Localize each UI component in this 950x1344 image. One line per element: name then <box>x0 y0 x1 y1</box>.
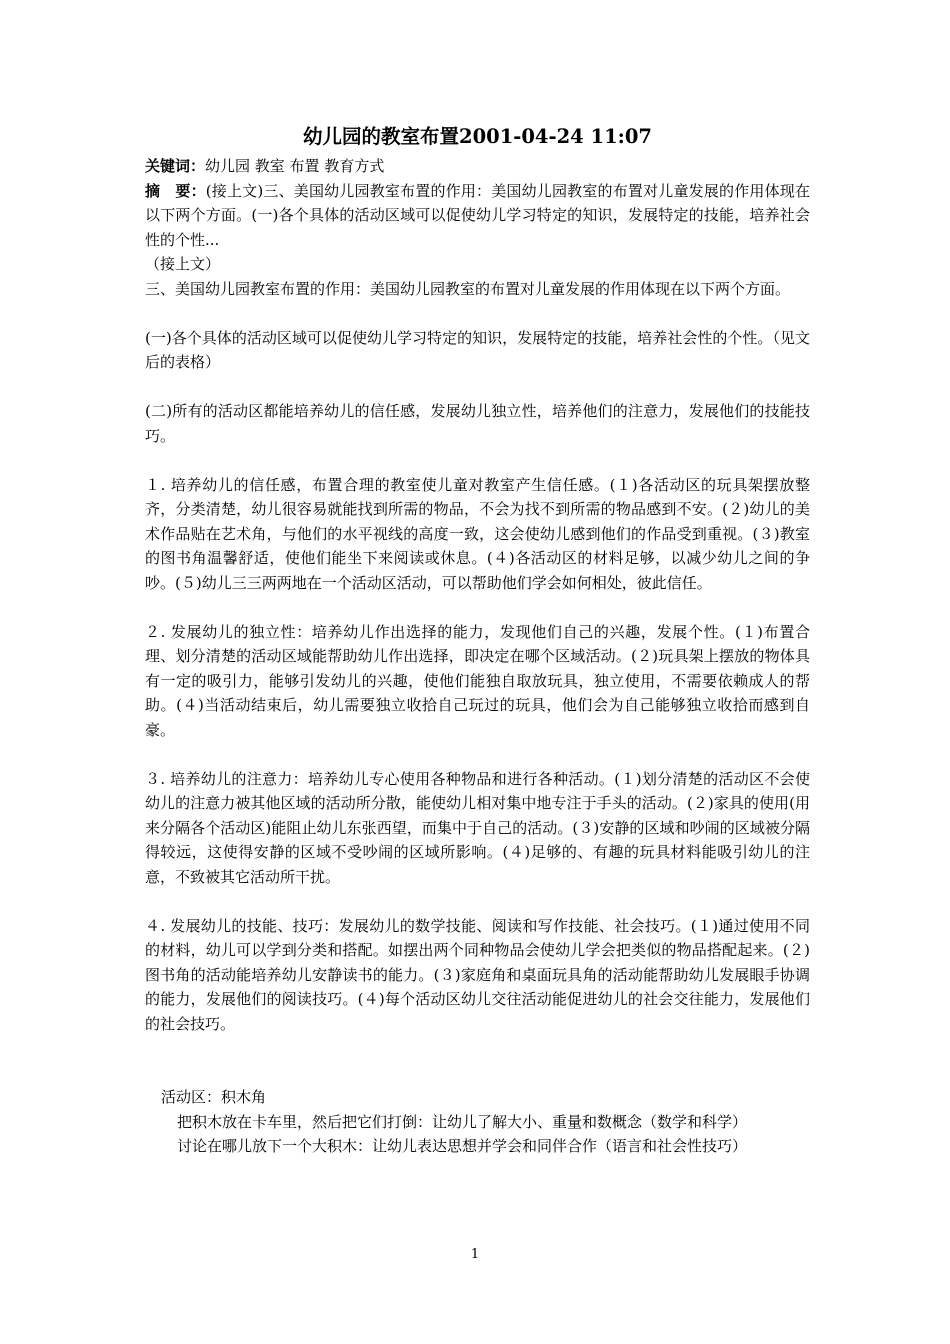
document-title: 幼儿园的教室布置2001-04-24 11:07 <box>303 125 652 148</box>
keywords-label: 关键词： <box>145 157 206 175</box>
paragraph-gap <box>145 1061 810 1086</box>
paragraph-section-three: 三、美国幼儿园教室布置的作用：美国幼儿园教室的布置对儿童发展的作用体现在以下两个方面。 <box>145 279 791 298</box>
paragraph-gap <box>145 301 810 326</box>
abstract-label: 摘 要： <box>145 181 206 200</box>
paragraph-trust: １. 培养幼儿的信任感，布置合理的教室使儿童对教室产生信任感。(１)各活动区的玩具架摆放整齐，分类清楚，幼儿很容易就能找到所需的物品，不会为找不到所需的物品感到不安。(２)幼儿的美术作品贴在艺术角，与他们的水平视线的高度一致，这会使幼儿感到他们的作品受到重视。(３)教室的图书角温馨舒适，使他们能坐下来阅读或休息。(４)各活动区的材料足够，以减少幼儿之间的争吵。(５)幼儿三三两两地在一个活动区活动，可以帮助他们学会如何相处，彼此信任。 <box>145 475 810 592</box>
paragraph-gap <box>145 448 810 473</box>
paragraph-independence: ２. 发展幼儿的独立性：培养幼儿作出选择的能力，发现他们自己的兴趣，发展个性。(１)布置合理、划分清楚的活动区域能帮助幼儿作出选择，即决定在哪个区域活动。(２)玩具架上摆放的物体具有一定的吸引力，能够引发幼儿的兴趣，使他们能独自取放玩具，独立使用，不需要依赖成人的帮助。(４)当活动结束后，幼儿需要独立收拾自己玩过的玩具，他们会为自己能够独立收拾而感到自豪。 <box>145 622 810 739</box>
abstract-line <box>145 179 810 253</box>
page-number: 1 <box>470 1247 480 1262</box>
paragraph-part-two: (二)所有的活动区都能培养幼儿的信任感，发展幼儿独立性，培养他们的注意力，发展他们的技能技巧。 <box>145 402 810 445</box>
paragraph-skills: ４. 发展幼儿的技能、技巧：发展幼儿的数学技能、阅读和写作技能、社会技巧。(１)通过使用不同的材料，幼儿可以学到分类和搭配。如摆出两个同种物品会使幼儿学会把类似的物品搭配起来。(２)图书角的活动能培养幼儿安静读书的能力。(３)家庭角和桌面玩具角的活动能帮助幼儿发展眼手协调的能力，发展他们的阅读技巧。(４)每个活动区幼儿交往活动能促进幼儿的社会交往能力，发展他们的社会技巧。 <box>145 916 810 1033</box>
document-body <box>145 122 810 1159</box>
activity-line: 讨论在哪儿放下一个大积木：让幼儿表达思想并学会和同伴合作（语言和社会性技巧） <box>177 1137 748 1155</box>
paragraph-gap <box>145 595 810 620</box>
paragraph-part-one: (一)各个具体的活动区域可以促使幼儿学习特定的知识，发展特定的技能，培养社会性的个性。（见文后的表格） <box>145 328 810 371</box>
paragraph-continued: （接上文） <box>145 255 221 273</box>
paragraph-attention: ３. 培养幼儿的注意力：培养幼儿专心使用各种物品和进行各种活动。(１)划分清楚的活动区不会使幼儿的注意力被其他区域的活动所分散，能使幼儿相对集中地专注于手头的活动。(２)家具的使用(用来分隔各个活动区)能阻止幼儿东张西望，而集中于自己的活动。(３)安静的区域和吵闹的区域被分隔得较远，这使得安静的区域不受吵闹的区域所影响。(４)足够的、有趣的玩具材料能吸引幼儿的注意，不致被其它活动所干扰。 <box>145 769 810 886</box>
abstract-text: (接上文)三、美国幼儿园教室布置的作用：美国幼儿园教室的布置对儿童发展的作用体现在以下两个方面。(一)各个具体的活动区域可以促使幼儿学习特定的知识，发展特定的技能，培养社会性的个性... <box>145 181 810 249</box>
keywords-text: 幼儿园 教室 布置 教育方式 <box>205 157 385 175</box>
paragraph-gap <box>145 889 810 914</box>
paragraph-gap <box>145 1036 810 1061</box>
paragraph-gap <box>145 375 810 400</box>
activity-heading: 活动区：积木角 <box>161 1088 267 1106</box>
keywords-line <box>145 154 810 179</box>
paragraph-gap <box>145 742 810 767</box>
activity-line: 把积木放在卡车里，然后把它们打倒：让幼儿了解大小、重量和数概念（数学和科学） <box>177 1112 748 1131</box>
